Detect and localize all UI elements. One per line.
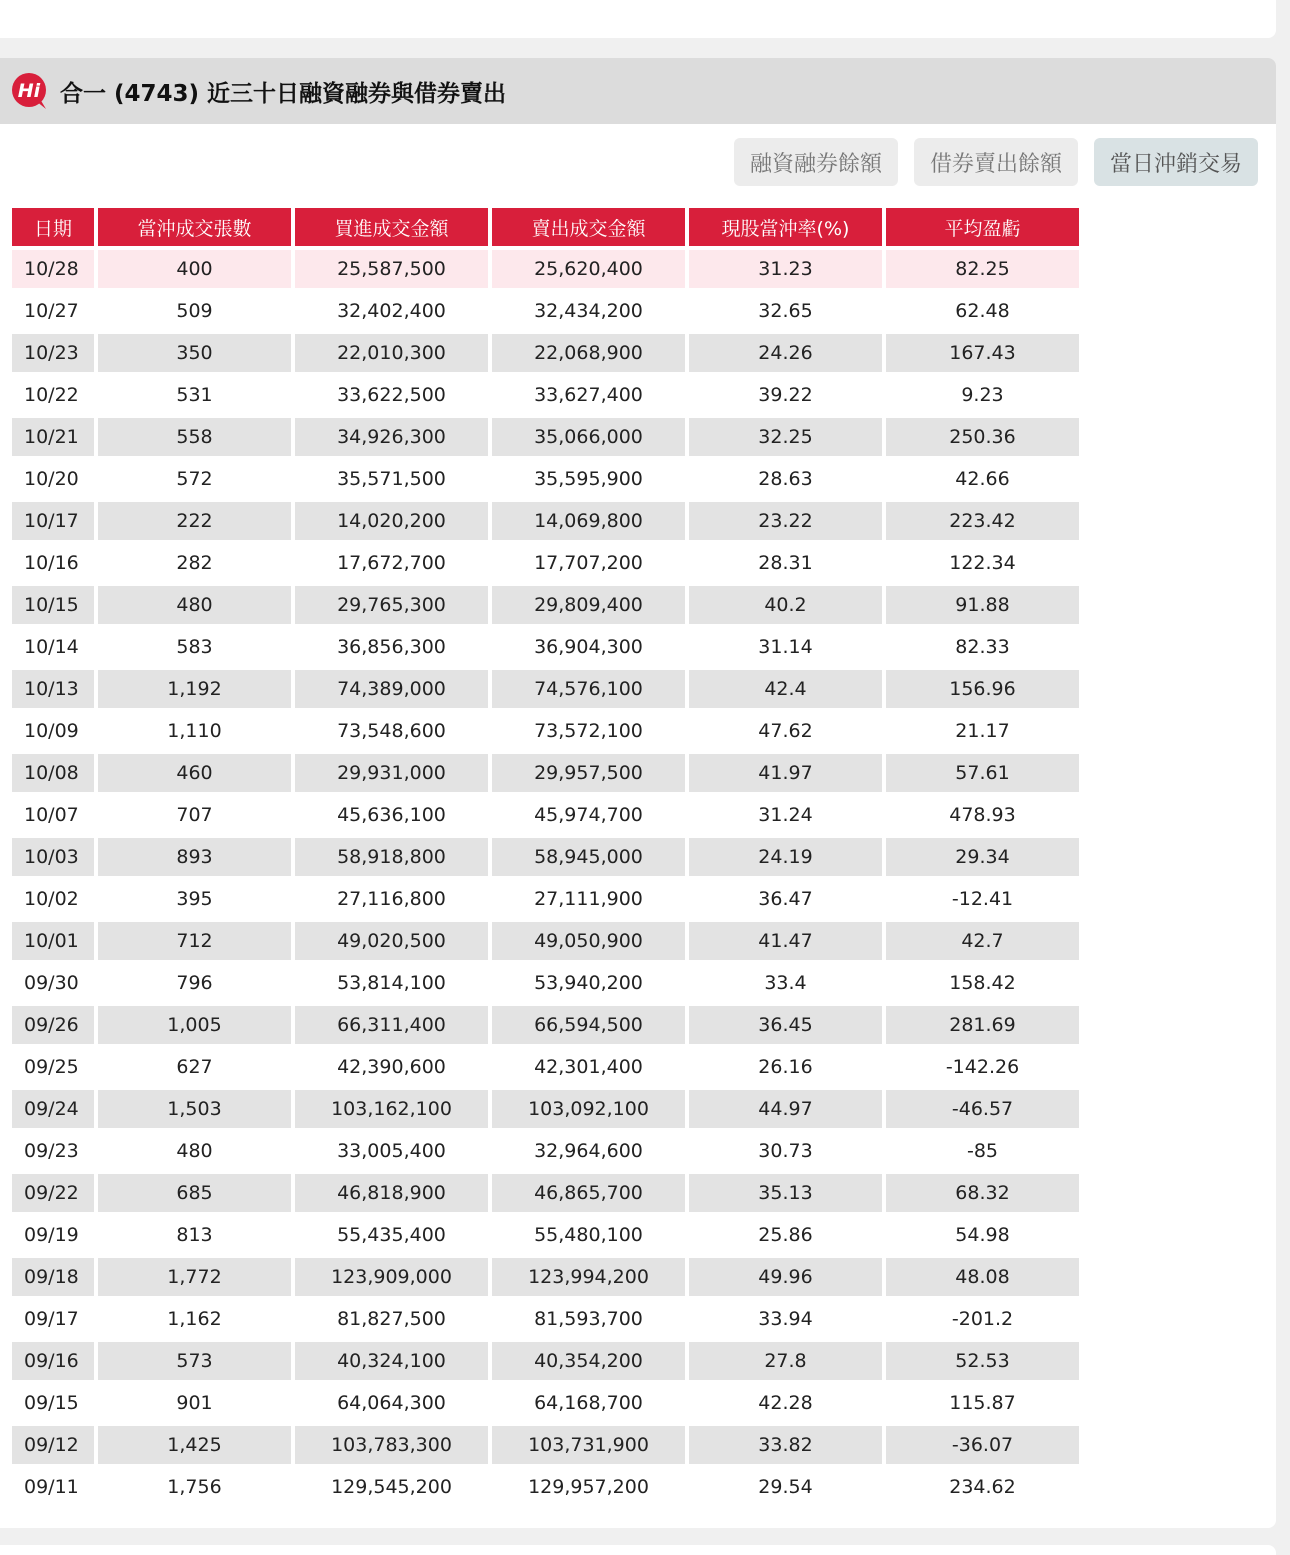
cell-buy-amount: 55,435,400 [295, 1216, 488, 1254]
table-row [12, 880, 1079, 918]
cell-sell-amount: 33,627,400 [492, 376, 685, 414]
cell-day-trade-rate: 31.14 [689, 628, 882, 666]
cell-buy-amount: 27,116,800 [295, 880, 488, 918]
cell-day-trade-volume: 707 [98, 796, 291, 834]
cell-buy-amount: 73,548,600 [295, 712, 488, 750]
cell-day-trade-volume: 901 [98, 1384, 291, 1422]
cell-day-trade-volume: 480 [98, 586, 291, 624]
cell-day-trade-volume: 1,110 [98, 712, 291, 750]
table-row [12, 250, 1079, 288]
table-row [12, 376, 1079, 414]
day-trading-table [8, 204, 1083, 1510]
cell-sell-amount: 25,620,400 [492, 250, 685, 288]
cell-sell-amount: 81,593,700 [492, 1300, 685, 1338]
col-header-avg-profit-loss: 平均盈虧 [886, 208, 1079, 246]
cell-avg-profit-loss: 68.32 [886, 1174, 1079, 1212]
cell-day-trade-rate: 28.31 [689, 544, 882, 582]
cell-sell-amount: 35,595,900 [492, 460, 685, 498]
cell-avg-profit-loss: 250.36 [886, 418, 1079, 456]
cell-day-trade-rate: 33.4 [689, 964, 882, 1002]
table-row [12, 1216, 1079, 1254]
cell-avg-profit-loss: 122.34 [886, 544, 1079, 582]
table-row [12, 334, 1079, 372]
cell-buy-amount: 103,783,300 [295, 1426, 488, 1464]
cell-day-trade-volume: 531 [98, 376, 291, 414]
table-row [12, 1132, 1079, 1170]
cell-avg-profit-loss: 52.53 [886, 1342, 1079, 1380]
cell-day-trade-rate: 32.65 [689, 292, 882, 330]
cell-buy-amount: 35,571,500 [295, 460, 488, 498]
cell-day-trade-volume: 222 [98, 502, 291, 540]
cell-date: 09/15 [12, 1384, 94, 1422]
cell-day-trade-rate: 30.73 [689, 1132, 882, 1170]
cell-sell-amount: 40,354,200 [492, 1342, 685, 1380]
cell-buy-amount: 46,818,900 [295, 1174, 488, 1212]
table-row [12, 1048, 1079, 1086]
cell-buy-amount: 32,402,400 [295, 292, 488, 330]
cell-date: 09/23 [12, 1132, 94, 1170]
cell-buy-amount: 33,005,400 [295, 1132, 488, 1170]
table-row [12, 670, 1079, 708]
cell-date: 10/21 [12, 418, 94, 456]
cell-buy-amount: 66,311,400 [295, 1006, 488, 1044]
table-row [12, 586, 1079, 624]
cell-buy-amount: 74,389,000 [295, 670, 488, 708]
cell-day-trade-rate: 33.82 [689, 1426, 882, 1464]
cell-avg-profit-loss: 234.62 [886, 1468, 1079, 1506]
cell-day-trade-volume: 573 [98, 1342, 291, 1380]
table-row [12, 544, 1079, 582]
cell-day-trade-volume: 460 [98, 754, 291, 792]
cell-day-trade-volume: 480 [98, 1132, 291, 1170]
cell-date: 09/11 [12, 1468, 94, 1506]
cell-day-trade-rate: 39.22 [689, 376, 882, 414]
cell-day-trade-rate: 25.86 [689, 1216, 882, 1254]
cell-day-trade-volume: 572 [98, 460, 291, 498]
cell-day-trade-rate: 31.23 [689, 250, 882, 288]
table-row [12, 1426, 1079, 1464]
cell-sell-amount: 27,111,900 [492, 880, 685, 918]
cell-date: 10/14 [12, 628, 94, 666]
cell-buy-amount: 81,827,500 [295, 1300, 488, 1338]
cell-sell-amount: 14,069,800 [492, 502, 685, 540]
cell-day-trade-rate: 26.16 [689, 1048, 882, 1086]
col-header-day-trade-volume: 當沖成交張數 [98, 208, 291, 246]
top-card [0, 0, 1276, 38]
cell-day-trade-volume: 1,772 [98, 1258, 291, 1296]
cell-date: 10/08 [12, 754, 94, 792]
cell-avg-profit-loss: 48.08 [886, 1258, 1079, 1296]
cell-avg-profit-loss: 21.17 [886, 712, 1079, 750]
cell-day-trade-rate: 24.26 [689, 334, 882, 372]
cell-avg-profit-loss: -46.57 [886, 1090, 1079, 1128]
table-row [12, 1468, 1079, 1506]
cell-avg-profit-loss: 82.25 [886, 250, 1079, 288]
cell-day-trade-volume: 712 [98, 922, 291, 960]
cell-sell-amount: 49,050,900 [492, 922, 685, 960]
cell-avg-profit-loss: 478.93 [886, 796, 1079, 834]
cell-avg-profit-loss: 42.7 [886, 922, 1079, 960]
table-header-row [12, 208, 1079, 246]
cell-sell-amount: 53,940,200 [492, 964, 685, 1002]
cell-day-trade-rate: 42.4 [689, 670, 882, 708]
cell-day-trade-volume: 282 [98, 544, 291, 582]
cell-day-trade-volume: 893 [98, 838, 291, 876]
cell-day-trade-rate: 36.45 [689, 1006, 882, 1044]
cell-sell-amount: 73,572,100 [492, 712, 685, 750]
cell-avg-profit-loss: 158.42 [886, 964, 1079, 1002]
cell-sell-amount: 123,994,200 [492, 1258, 685, 1296]
cell-day-trade-rate: 40.2 [689, 586, 882, 624]
cell-buy-amount: 58,918,800 [295, 838, 488, 876]
col-header-sell-amount: 賣出成交金額 [492, 208, 685, 246]
cell-day-trade-rate: 42.28 [689, 1384, 882, 1422]
cell-day-trade-rate: 35.13 [689, 1174, 882, 1212]
cell-day-trade-volume: 1,005 [98, 1006, 291, 1044]
cell-avg-profit-loss: 115.87 [886, 1384, 1079, 1422]
col-header-date: 日期 [12, 208, 94, 246]
cell-day-trade-volume: 685 [98, 1174, 291, 1212]
cell-day-trade-volume: 813 [98, 1216, 291, 1254]
cell-day-trade-rate: 32.25 [689, 418, 882, 456]
cell-day-trade-rate: 31.24 [689, 796, 882, 834]
cell-sell-amount: 32,964,600 [492, 1132, 685, 1170]
bottom-card [0, 1545, 1276, 1555]
cell-date: 09/26 [12, 1006, 94, 1044]
cell-date: 10/15 [12, 586, 94, 624]
cell-avg-profit-loss: -85 [886, 1132, 1079, 1170]
table-row [12, 754, 1079, 792]
cell-avg-profit-loss: 167.43 [886, 334, 1079, 372]
cell-day-trade-rate: 23.22 [689, 502, 882, 540]
cell-date: 10/13 [12, 670, 94, 708]
cell-buy-amount: 53,814,100 [295, 964, 488, 1002]
panel-header [0, 58, 1276, 124]
cell-buy-amount: 14,020,200 [295, 502, 488, 540]
cell-sell-amount: 103,731,900 [492, 1426, 685, 1464]
cell-day-trade-volume: 627 [98, 1048, 291, 1086]
cell-sell-amount: 22,068,900 [492, 334, 685, 372]
table-row [12, 964, 1079, 1002]
table-row [12, 1258, 1079, 1296]
cell-buy-amount: 64,064,300 [295, 1384, 488, 1422]
cell-avg-profit-loss: 281.69 [886, 1006, 1079, 1044]
table-row [12, 418, 1079, 456]
cell-avg-profit-loss: -12.41 [886, 880, 1079, 918]
cell-day-trade-volume: 558 [98, 418, 291, 456]
cell-buy-amount: 17,672,700 [295, 544, 488, 582]
cell-date: 10/17 [12, 502, 94, 540]
cell-date: 09/12 [12, 1426, 94, 1464]
cell-day-trade-rate: 47.62 [689, 712, 882, 750]
table-row [12, 712, 1079, 750]
cell-day-trade-rate: 27.8 [689, 1342, 882, 1380]
cell-date: 10/09 [12, 712, 94, 750]
cell-day-trade-rate: 28.63 [689, 460, 882, 498]
cell-sell-amount: 42,301,400 [492, 1048, 685, 1086]
cell-buy-amount: 129,545,200 [295, 1468, 488, 1506]
cell-sell-amount: 129,957,200 [492, 1468, 685, 1506]
cell-sell-amount: 58,945,000 [492, 838, 685, 876]
cell-avg-profit-loss: 9.23 [886, 376, 1079, 414]
table-row [12, 628, 1079, 666]
cell-day-trade-rate: 41.97 [689, 754, 882, 792]
cell-day-trade-rate: 41.47 [689, 922, 882, 960]
cell-avg-profit-loss: 62.48 [886, 292, 1079, 330]
table-row [12, 1300, 1079, 1338]
tab-day-trading[interactable]: 當日沖銷交易 [1094, 138, 1258, 186]
cell-buy-amount: 36,856,300 [295, 628, 488, 666]
table-row [12, 1174, 1079, 1212]
cell-date: 09/24 [12, 1090, 94, 1128]
table-row [12, 1342, 1079, 1380]
table-row [12, 1384, 1079, 1422]
cell-buy-amount: 34,926,300 [295, 418, 488, 456]
cell-avg-profit-loss: 29.34 [886, 838, 1079, 876]
cell-sell-amount: 17,707,200 [492, 544, 685, 582]
cell-date: 09/18 [12, 1258, 94, 1296]
cell-buy-amount: 22,010,300 [295, 334, 488, 372]
cell-day-trade-rate: 24.19 [689, 838, 882, 876]
cell-buy-amount: 33,622,500 [295, 376, 488, 414]
cell-avg-profit-loss: 82.33 [886, 628, 1079, 666]
table-row [12, 796, 1079, 834]
cell-sell-amount: 29,957,500 [492, 754, 685, 792]
cell-sell-amount: 74,576,100 [492, 670, 685, 708]
cell-buy-amount: 103,162,100 [295, 1090, 488, 1128]
cell-sell-amount: 46,865,700 [492, 1174, 685, 1212]
cell-date: 10/16 [12, 544, 94, 582]
cell-day-trade-rate: 33.94 [689, 1300, 882, 1338]
cell-date: 10/07 [12, 796, 94, 834]
cell-day-trade-rate: 29.54 [689, 1468, 882, 1506]
cell-avg-profit-loss: -36.07 [886, 1426, 1079, 1464]
cell-day-trade-volume: 1,162 [98, 1300, 291, 1338]
cell-buy-amount: 40,324,100 [295, 1342, 488, 1380]
cell-avg-profit-loss: 223.42 [886, 502, 1079, 540]
cell-date: 10/23 [12, 334, 94, 372]
cell-day-trade-volume: 1,756 [98, 1468, 291, 1506]
cell-date: 09/30 [12, 964, 94, 1002]
col-header-day-trade-rate: 現股當沖率(%) [689, 208, 882, 246]
cell-sell-amount: 66,594,500 [492, 1006, 685, 1044]
cell-buy-amount: 29,931,000 [295, 754, 488, 792]
cell-buy-amount: 123,909,000 [295, 1258, 488, 1296]
table-body [12, 250, 1079, 1506]
cell-day-trade-volume: 350 [98, 334, 291, 372]
cell-date: 10/20 [12, 460, 94, 498]
table-row [12, 838, 1079, 876]
hi-logo-icon [10, 71, 50, 111]
col-header-buy-amount: 買進成交金額 [295, 208, 488, 246]
cell-buy-amount: 42,390,600 [295, 1048, 488, 1086]
cell-avg-profit-loss: 54.98 [886, 1216, 1079, 1254]
cell-date: 10/22 [12, 376, 94, 414]
cell-day-trade-rate: 49.96 [689, 1258, 882, 1296]
cell-buy-amount: 25,587,500 [295, 250, 488, 288]
cell-sell-amount: 45,974,700 [492, 796, 685, 834]
cell-day-trade-rate: 44.97 [689, 1090, 882, 1128]
cell-buy-amount: 45,636,100 [295, 796, 488, 834]
cell-date: 10/27 [12, 292, 94, 330]
cell-date: 10/01 [12, 922, 94, 960]
cell-avg-profit-loss: 91.88 [886, 586, 1079, 624]
cell-avg-profit-loss: -142.26 [886, 1048, 1079, 1086]
table-row [12, 1090, 1079, 1128]
cell-date: 10/28 [12, 250, 94, 288]
tab-bar [734, 138, 1258, 186]
cell-sell-amount: 103,092,100 [492, 1090, 685, 1128]
cell-date: 09/22 [12, 1174, 94, 1212]
svg-text:Hi: Hi [17, 80, 41, 102]
cell-buy-amount: 29,765,300 [295, 586, 488, 624]
cell-sell-amount: 64,168,700 [492, 1384, 685, 1422]
tab-margin-balance[interactable]: 融資融券餘額 [734, 138, 898, 186]
cell-avg-profit-loss: -201.2 [886, 1300, 1079, 1338]
cell-day-trade-volume: 1,425 [98, 1426, 291, 1464]
cell-day-trade-volume: 395 [98, 880, 291, 918]
tab-securities-lending-balance[interactable]: 借券賣出餘額 [914, 138, 1078, 186]
cell-day-trade-volume: 583 [98, 628, 291, 666]
cell-day-trade-volume: 796 [98, 964, 291, 1002]
cell-avg-profit-loss: 57.61 [886, 754, 1079, 792]
cell-day-trade-rate: 36.47 [689, 880, 882, 918]
table-row [12, 460, 1079, 498]
cell-avg-profit-loss: 42.66 [886, 460, 1079, 498]
cell-day-trade-volume: 1,192 [98, 670, 291, 708]
cell-date: 09/16 [12, 1342, 94, 1380]
cell-buy-amount: 49,020,500 [295, 922, 488, 960]
cell-sell-amount: 32,434,200 [492, 292, 685, 330]
cell-date: 10/03 [12, 838, 94, 876]
cell-date: 09/25 [12, 1048, 94, 1086]
cell-sell-amount: 29,809,400 [492, 586, 685, 624]
table-row [12, 1006, 1079, 1044]
cell-day-trade-volume: 400 [98, 250, 291, 288]
cell-sell-amount: 35,066,000 [492, 418, 685, 456]
cell-date: 09/17 [12, 1300, 94, 1338]
page-title: 合一 (4743) 近三十日融資融券與借券賣出 [60, 80, 507, 107]
cell-day-trade-volume: 509 [98, 292, 291, 330]
cell-avg-profit-loss: 156.96 [886, 670, 1079, 708]
cell-date: 09/19 [12, 1216, 94, 1254]
day-trading-panel [0, 58, 1276, 1528]
cell-sell-amount: 55,480,100 [492, 1216, 685, 1254]
cell-sell-amount: 36,904,300 [492, 628, 685, 666]
table-row [12, 922, 1079, 960]
cell-day-trade-volume: 1,503 [98, 1090, 291, 1128]
table-row [12, 502, 1079, 540]
table-row [12, 292, 1079, 330]
cell-date: 10/02 [12, 880, 94, 918]
